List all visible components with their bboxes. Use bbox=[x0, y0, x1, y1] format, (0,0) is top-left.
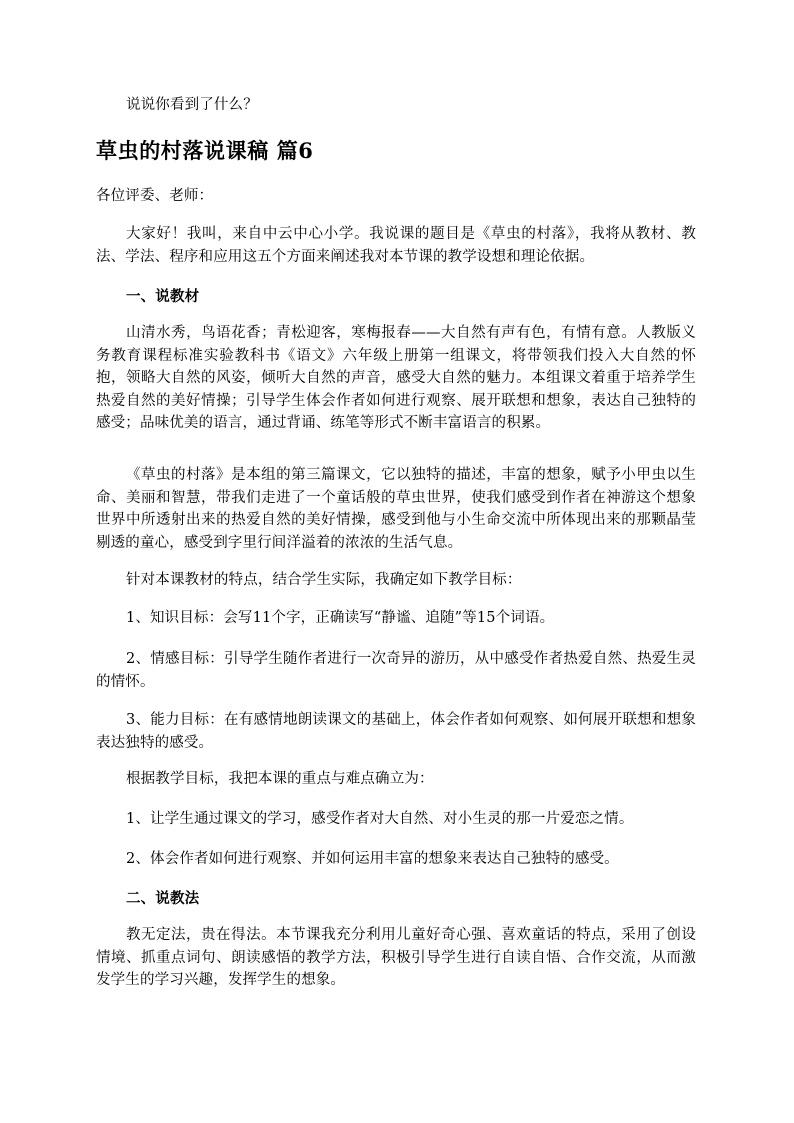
intro-question: 说说你看到了什么？ bbox=[126, 97, 258, 113]
key-point-1: 1、让学生通过课文的学习，感受作者对大自然、对小生灵的那一片爱恋之情。 bbox=[126, 811, 634, 827]
page-title: 草虫的村落说课稿 篇6 bbox=[96, 138, 314, 163]
goal-ability: 3、能力目标：在有感情地朗读课文的基础上，体会作者如何观察、如何展开联想和想象表达独特的感受。 bbox=[96, 712, 696, 751]
section-heading-teaching-method: 二、说教法 bbox=[126, 890, 200, 907]
section1-paragraph-3: 针对本课教材的特点，结合学生实际，我确定如下教学目标： bbox=[126, 572, 522, 588]
salutation: 各位评委、老师： bbox=[96, 188, 214, 204]
key-points-intro: 根据教学目标，我把本课的重点与难点确立为： bbox=[126, 771, 434, 787]
section1-paragraph-1: 山清水秀，鸟语花香；青松迎客，寒梅报春——大自然有声有色，有情有意。人教版义务教育课程标准实验教科书《语文》六年级上册第一组课文，将带领我们投入大自然的怀抱，领略大自然的风姿，倾听大自然的声音，感受大自然的魅力。本组课文着重于培养学生热爱自然的美好情操；引导学生体会作者如何进行观察、展开联想和想象，表达自己独特的感受；品味优美的语言，通过背诵、练笔等形式不断丰富语言的积累。 bbox=[96, 325, 696, 431]
section-heading-textbook: 一、说教材 bbox=[126, 288, 200, 305]
goal-knowledge: 1、知识目标：会写11个字，正确读写“静谧、追随”等15个词语。 bbox=[126, 610, 555, 626]
goal-emotion: 2、情感目标：引导学生随作者进行一次奇异的游历，从中感受作者热爱自然、热爱生灵的情怀。 bbox=[96, 651, 696, 690]
opening-paragraph: 大家好！我叫，来自中云中心小学。我说课的题目是《草虫的村落》，我将从教材、教法、学法、程序和应用这五个方面来阐述我对本节课的教学设想和理论依据。 bbox=[96, 226, 696, 265]
section2-paragraph-1: 教无定法，贵在得法。本节课我充分利用儿童好奇心强、喜欢童话的特点，采用了创设情境、抓重点词句、朗读感悟的教学方法，积极引导学生进行自读自悟、合作交流，从而激发学生的学习兴趣，发挥学生的想象。 bbox=[96, 927, 696, 988]
key-point-2: 2、体会作者如何进行观察、并如何运用丰富的想象来表达自己独特的感受。 bbox=[126, 851, 619, 867]
section1-paragraph-2: 《草虫的村落》是本组的第三篇课文，它以独特的描述，丰富的想象，赋予小甲虫以生命、美丽和智慧，带我们走进了一个童话般的草虫世界，使我们感受到作者在神游这个想象世界中所透射出来的热爱自然的美好情操，感受到他与小生命交流中所体现出来的那颗晶莹剔透的童心，感受到字里行间洋溢着的浓浓的生活气息。 bbox=[96, 467, 696, 551]
